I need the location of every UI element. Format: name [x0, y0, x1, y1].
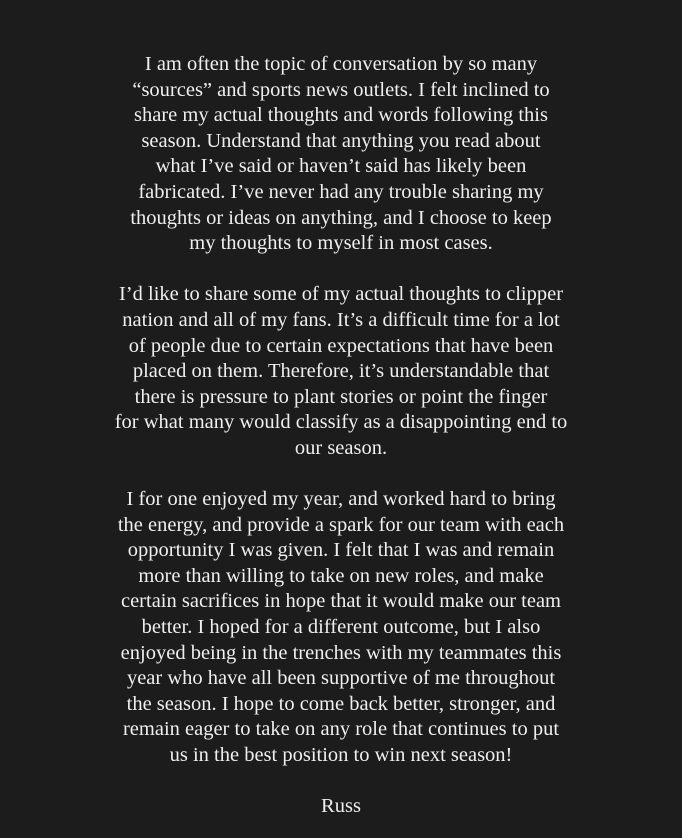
- paragraph-line: opportunity I was given. I felt that I was and remain: [127, 539, 555, 562]
- paragraph-line: for what many would classify as a disappointing end to: [114, 411, 568, 434]
- signature: Russ: [321, 795, 361, 818]
- paragraph-3: [40, 487, 642, 769]
- paragraph-line: “sources” and sports news outlets. I felt inclined to: [132, 78, 550, 101]
- paragraph-1: [40, 52, 642, 257]
- paragraph-line: I am often the topic of conversation by so many: [144, 53, 538, 75]
- paragraph-line: remain eager to take on any role that continues to put: [122, 718, 560, 741]
- paragraph-line: enjoyed being in the trenches with my teammates this: [120, 641, 562, 664]
- paragraph-line: season. Understand that anything you read about: [141, 129, 541, 152]
- paragraph-line: there is pressure to plant stories or point the finger: [134, 385, 548, 408]
- paragraph-line: thoughts or ideas on anything, and I choose to keep: [130, 206, 552, 229]
- paragraph-line: certain sacrifices in hope that it would make our team: [120, 590, 562, 613]
- paragraph-line: the season. I hope to come back better, stronger, and: [126, 692, 556, 715]
- paragraph-line: more than willing to take on new roles, and make: [138, 564, 544, 587]
- paragraph-line: the energy, and provide a spark for our team with each: [117, 513, 565, 536]
- paragraph-line: year who have all been supportive of me throughout: [126, 667, 556, 690]
- paragraph-line: fabricated. I’ve never had any trouble sharing my: [138, 180, 544, 203]
- paragraph-line: what I’ve said or haven’t said has likely been: [155, 155, 527, 178]
- paragraph-line: of people due to certain expectations that have been: [128, 334, 554, 357]
- paragraph-line: nation and all of my fans. It’s a difficult time for a lot: [122, 308, 560, 331]
- paragraph-line: my thoughts to myself in most cases.: [189, 232, 493, 255]
- paragraph-line: I for one enjoyed my year, and worked hard to bring: [126, 488, 556, 511]
- paragraph-line: I’d like to share some of my actual thoughts to clipper: [118, 283, 564, 306]
- paragraph-2: [40, 282, 642, 461]
- paragraph-line: share my actual thoughts and words following this: [134, 104, 548, 127]
- paragraph-line: our season.: [294, 436, 388, 459]
- paragraph-line: better. I hoped for a different outcome, but I also: [141, 616, 541, 639]
- paragraph-line: placed on them. Therefore, it’s understandable that: [132, 360, 550, 383]
- statement-letter: [40, 52, 642, 820]
- paragraph-line: us in the best position to win next season!: [169, 744, 513, 767]
